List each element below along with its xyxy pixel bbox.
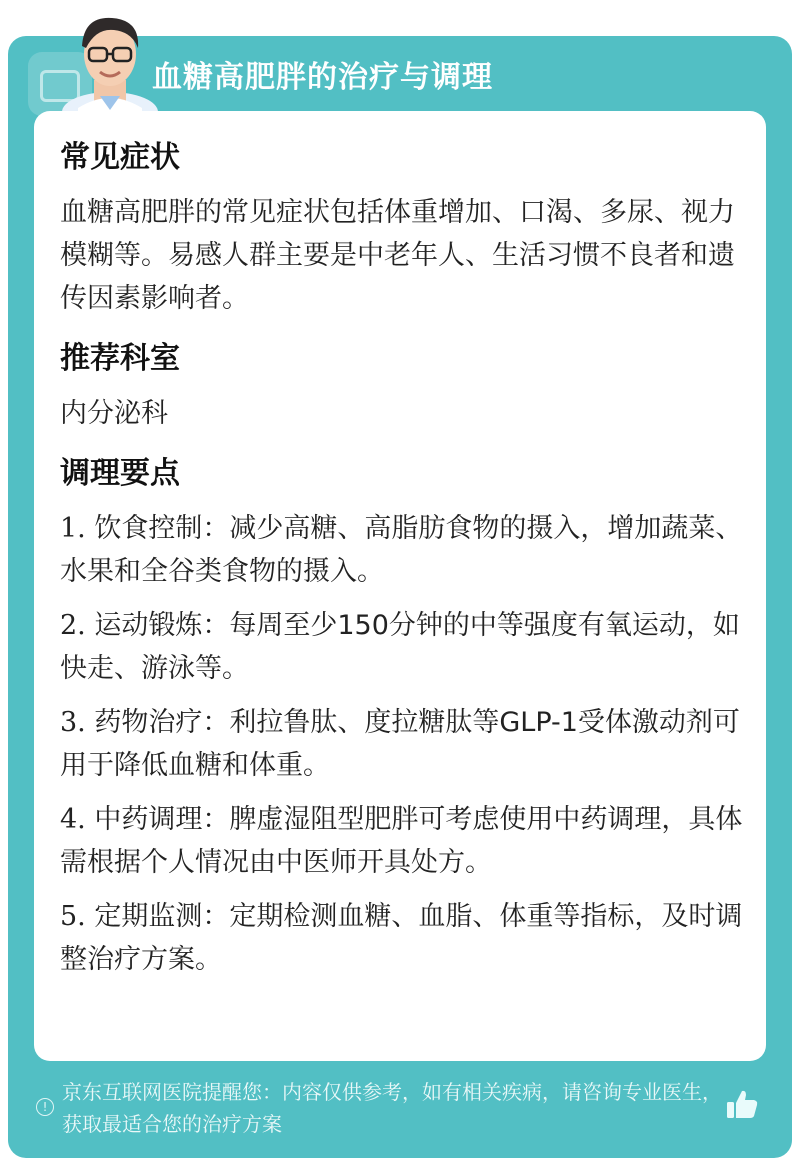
care-item-number: 2. [60, 610, 86, 641]
thumbs-up-icon[interactable] [724, 1086, 760, 1122]
care-item-number: 5. [60, 901, 86, 932]
care-item [60, 895, 750, 981]
care-item-text: 药物治疗：利拉鲁肽、度拉糖肽等GLP-1受体激动剂可用于降低血糖和体重。 [60, 707, 740, 781]
care-item [60, 701, 750, 787]
care-item-text: 定期监测：定期检测血糖、血脂、体重等指标，及时调整治疗方案。 [60, 901, 743, 975]
care-item [60, 507, 750, 593]
article-container [8, 36, 792, 1158]
info-icon: ! [36, 1098, 54, 1116]
care-item [60, 604, 750, 690]
card-content [60, 131, 750, 992]
symptoms-text: 血糖高肥胖的常见症状包括体重增加、口渴、多尿、视力模糊等。易感人群主要是中老年人、生活习惯不良者和遗传因素影响者。 [60, 197, 735, 314]
care-heading: 调理要点 [60, 456, 180, 491]
department-text: 内分泌科 [60, 398, 168, 429]
doctor-avatar [56, 8, 164, 120]
page-title: 血糖高肥胖的治疗与调理 [152, 60, 493, 95]
care-item-number: 3. [60, 707, 86, 738]
content-card [34, 111, 766, 1061]
department-heading: 推荐科室 [60, 341, 180, 376]
care-item [60, 798, 750, 884]
care-item-number: 4. [60, 804, 86, 835]
care-item-text: 中药调理：脾虚湿阻型肥胖可考虑使用中药调理，具体需根据个人情况由中医师开具处方。 [60, 804, 743, 878]
care-item-text: 饮食控制：减少高糖、高脂肪食物的摄入，增加蔬菜、水果和全谷类食物的摄入。 [60, 513, 743, 587]
care-item-number: 1. [60, 513, 86, 544]
symptoms-heading: 常见症状 [60, 140, 180, 175]
disclaimer-text: 京东互联网医院提醒您：内容仅供参考，如有相关疾病，请咨询专业医生，获取最适合您的治疗方案 [62, 1080, 722, 1136]
care-item-text: 运动锻炼：每周至少150分钟的中等强度有氧运动，如快走、游泳等。 [60, 610, 740, 684]
